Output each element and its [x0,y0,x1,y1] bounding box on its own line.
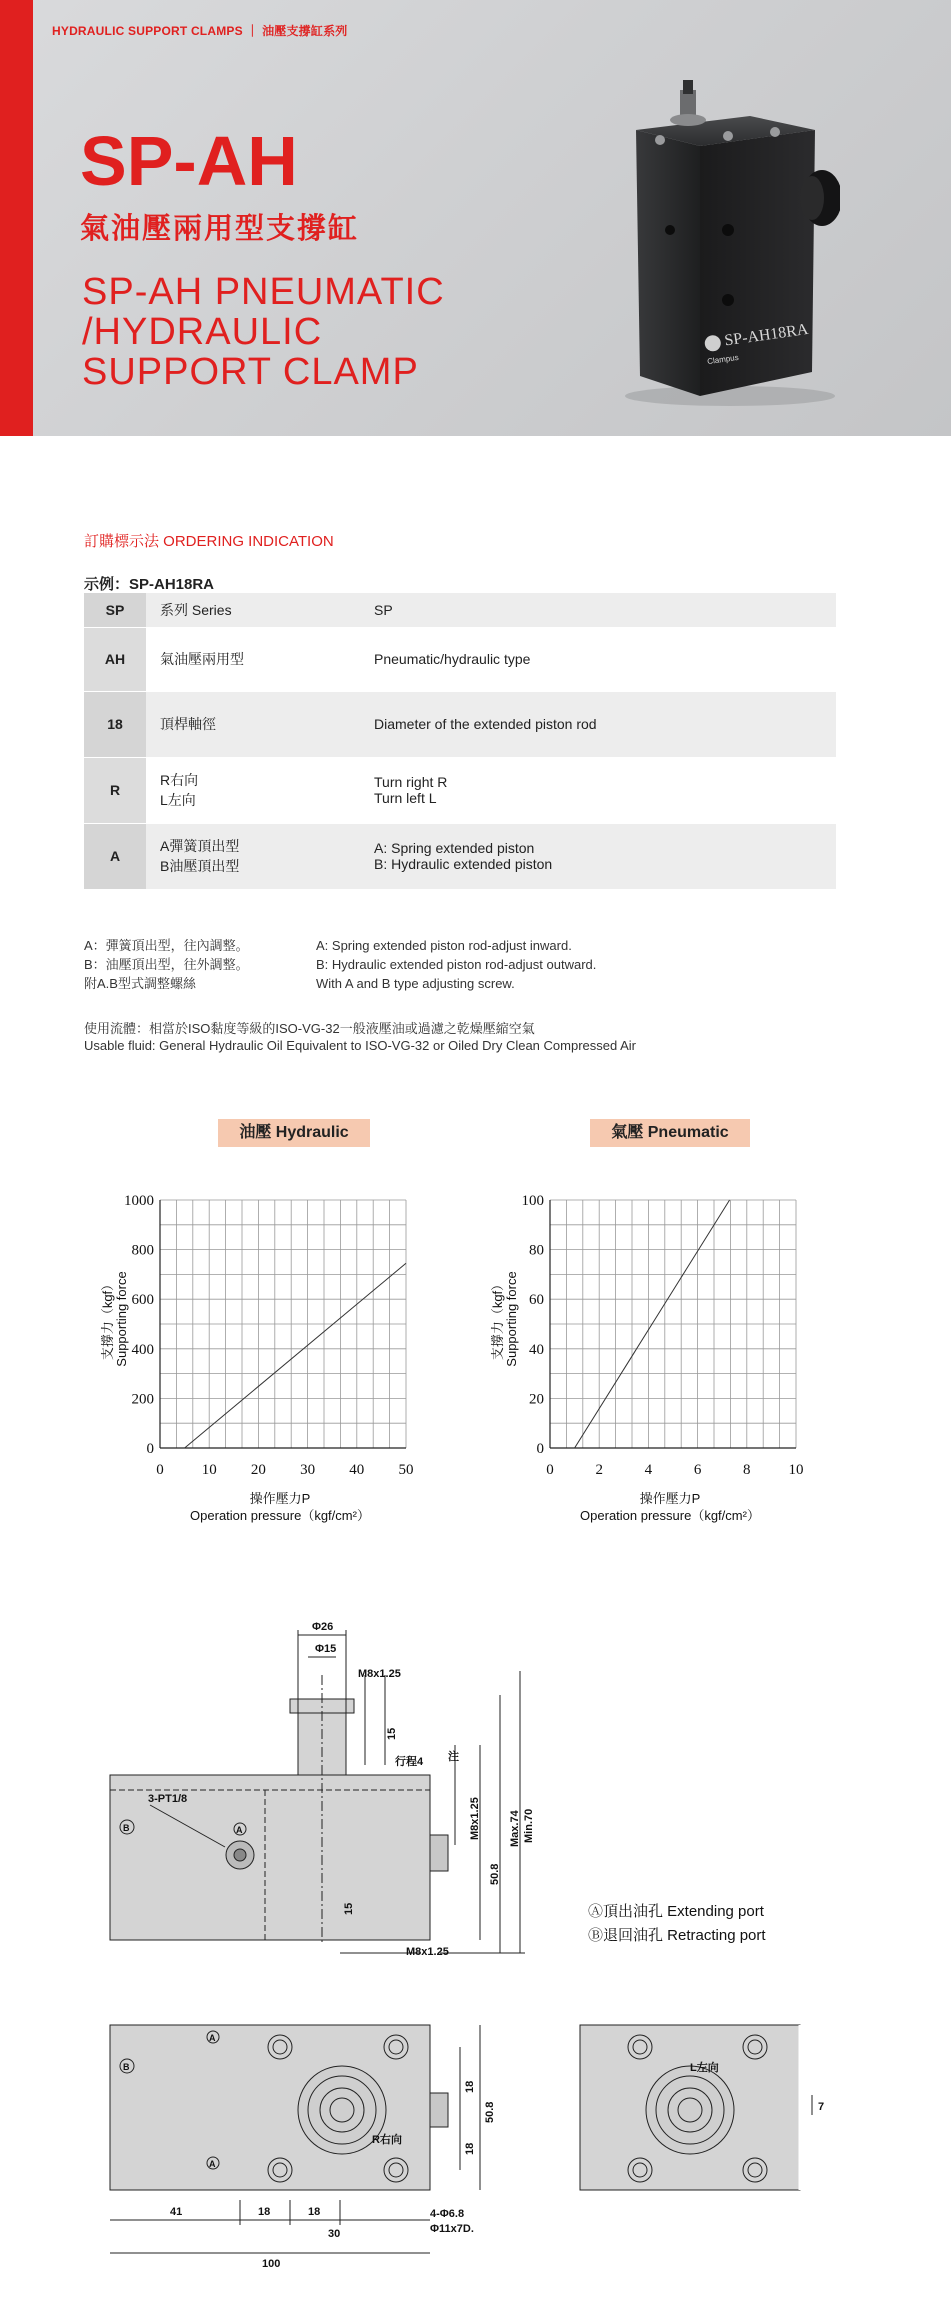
note-line: A：彈簧頂出型，往內調整。 [84,938,249,953]
direction-left: L左向 [690,2062,719,2074]
fluid-cn: 使用流體：相當於ISO黏度等級的ISO-VG-32一般液壓油或過濾之乾燥壓縮空氣 [84,1021,535,1036]
port-label-a: A [209,2159,216,2169]
dim-label: Φ15 [315,1643,337,1655]
x-tick-label: 20 [250,1462,266,1478]
hydraulic-ylabel [101,1254,129,1384]
breadcrumb: HYDRAULIC SUPPORT CLAMPS ｜ 油壓支撐缸系列 [52,24,348,38]
x-tick-label: 10 [788,1462,804,1478]
hero-banner [0,0,951,436]
dim-label: 3-PT1/8 [148,1793,188,1805]
dim-label: 4-Φ6.8 [430,2208,465,2220]
title-en-line-1: SP-AH PNEUMATIC [82,271,445,313]
pneumatic-chart [490,1180,830,1480]
row-code: R [84,757,146,823]
x-tick-label: 2 [595,1462,603,1478]
y-tick-label: 200 [131,1391,154,1408]
dim-label: 30 [328,2228,341,2240]
product-label: SP-AH18RA [723,320,810,350]
dim-label: Min.70 [523,1808,535,1843]
row-en: Pneumatic/hydraulic type [374,627,836,691]
pneumatic-ylabel [491,1254,519,1384]
page-subtitle-cn: 氣油壓兩用型支撐缸 [80,213,360,245]
table-row [84,627,836,691]
fluid-en: Usable fluid: General Hydraulic Oil Equivalent to ISO-VG-32 or Oiled Dry Clean Compressed Air [84,1038,637,1053]
chart-title-hydraulic: 油壓 Hydraulic [218,1119,370,1147]
title-en-line-3: SUPPORT CLAMP [82,351,419,393]
x-tick-label: 8 [743,1462,751,1478]
note-line: B: Hydraulic extended piston rod-adjust outward. [316,957,597,972]
y-tick-label: 0 [536,1441,544,1457]
table-row [84,691,836,757]
pneumatic-xlabel [570,1490,770,1524]
row-en-line: Turn left L [374,790,437,806]
row-cn-line: L左向 [160,792,196,808]
legend-retracting-port: Ⓑ退回油孔 Retracting port [588,1927,766,1944]
dim-label: 18 [464,2080,476,2093]
hydraulic-xlabel [180,1490,380,1524]
xlabel-line: 操作壓力P [639,1491,701,1506]
notes-en [316,936,596,993]
dim-label: 18 [464,2142,476,2155]
dim-label: Φ26 [312,1621,334,1633]
dim-label: M8x1.25 [406,1946,449,1958]
y-tick-label: 20 [529,1391,544,1408]
dim-label: 7 [818,2101,825,2113]
dim-label: 50.8 [484,2101,496,2123]
row-en: SP [374,593,836,627]
row-cn: 氣油壓兩用型 [146,627,374,691]
legend-extending-port: Ⓐ頂出油孔 Extending port [588,1903,764,1920]
red-accent-bar [0,0,33,436]
row-cn: 頂桿軸徑 [146,691,374,757]
row-code: A [84,823,146,889]
ordering-heading: 訂購標示法 ORDERING INDICATION [84,533,334,550]
x-tick-label: 0 [546,1462,554,1478]
row-code: SP [84,593,146,627]
y-tick-label: 80 [529,1242,544,1259]
xlabel-line: Operation pressure（kgf/cm²） [580,1508,760,1523]
row-en [374,757,836,823]
row-en-line: B: Hydraulic extended piston [374,856,553,872]
y-tick-label: 800 [131,1242,154,1259]
y-tick-label: 600 [131,1292,154,1309]
dim-label: 15 [386,1727,398,1740]
row-en: Diameter of the extended piston rod [374,691,836,757]
ylabel-line: Supporting force [504,1271,519,1367]
dim-label: Max.74 [509,1810,521,1847]
row-en-line: A: Spring extended piston [374,840,535,856]
table-row [84,757,836,823]
y-tick-label: 40 [529,1341,544,1358]
dim-label: 注 [448,1751,459,1763]
table-row [84,593,836,627]
dim-label: M8x1.25 [358,1668,401,1680]
x-tick-label: 0 [156,1462,164,1478]
port-label-a: A [209,2033,216,2043]
x-tick-label: 40 [349,1462,365,1478]
port-label-a: A [236,1825,243,1835]
dim-label: 18 [258,2206,271,2218]
dim-label: 15 [343,1902,355,1915]
row-code: 18 [84,691,146,757]
row-cn [146,823,374,889]
ordering-table [84,593,836,890]
y-tick-label: 60 [529,1292,544,1309]
hydraulic-chart [100,1180,440,1480]
x-tick-label: 4 [644,1462,653,1478]
row-en [374,823,836,889]
dim-label: 18 [308,2206,321,2218]
chart-title-pneumatic: 氣壓 Pneumatic [590,1119,750,1147]
y-tick-label: 100 [521,1193,544,1209]
row-code: AH [84,627,146,691]
table-row [84,823,836,889]
note-line: With A and B type adjusting screw. [316,976,515,991]
row-cn: 系列 Series [146,593,374,627]
y-tick-label: 0 [146,1441,154,1457]
dim-label: 100 [262,2258,281,2270]
note-line: B：油壓頂出型，往外調整。 [84,957,249,972]
y-tick-label: 1000 [124,1193,154,1209]
dim-label: 行程4 [395,1756,424,1768]
port-label-b: B [123,2062,130,2072]
row-en-line: Turn right R [374,774,448,790]
direction-right: R右向 [372,2134,402,2146]
note-line: A: Spring extended piston rod-adjust inward. [316,938,572,953]
port-label-b: B [123,1823,130,1833]
ylabel-line: Supporting force [114,1271,129,1367]
x-tick-label: 6 [693,1462,702,1478]
ylabel-line: 支撐力（kgf） [100,1277,115,1361]
ordering-example: 示例：SP-AH18RA [84,576,215,593]
row-cn [146,757,374,823]
y-tick-label: 400 [131,1341,154,1358]
dim-label: M8x1.25 [469,1797,481,1840]
dim-label: 50.8 [489,1863,501,1885]
series-line [185,1263,406,1448]
x-tick-label: 50 [398,1462,414,1478]
x-tick-label: 30 [300,1462,316,1478]
ylabel-line: 支撐力（kgf） [490,1277,505,1361]
xlabel-line: Operation pressure（kgf/cm²） [190,1508,370,1523]
title-en-line-2: /HYDRAULIC [82,311,323,353]
product-photo [600,80,840,410]
xlabel-line: 操作壓力P [249,1491,311,1506]
page-title: SP-AH [80,122,298,200]
row-cn-line: A彈簧頂出型 [160,838,240,854]
product-brand: Clampus [706,352,740,367]
dim-label: 41 [170,2206,183,2218]
note-line: 附A.B型式調整螺絲 [84,976,196,991]
technical-drawings [0,1615,951,2275]
dim-label: Φ11x7D. [430,2223,474,2235]
notes-cn [84,936,249,993]
x-tick-label: 10 [201,1462,217,1478]
row-cn-line: B油壓頂出型 [160,858,240,874]
row-cn-line: R右向 [160,772,199,788]
